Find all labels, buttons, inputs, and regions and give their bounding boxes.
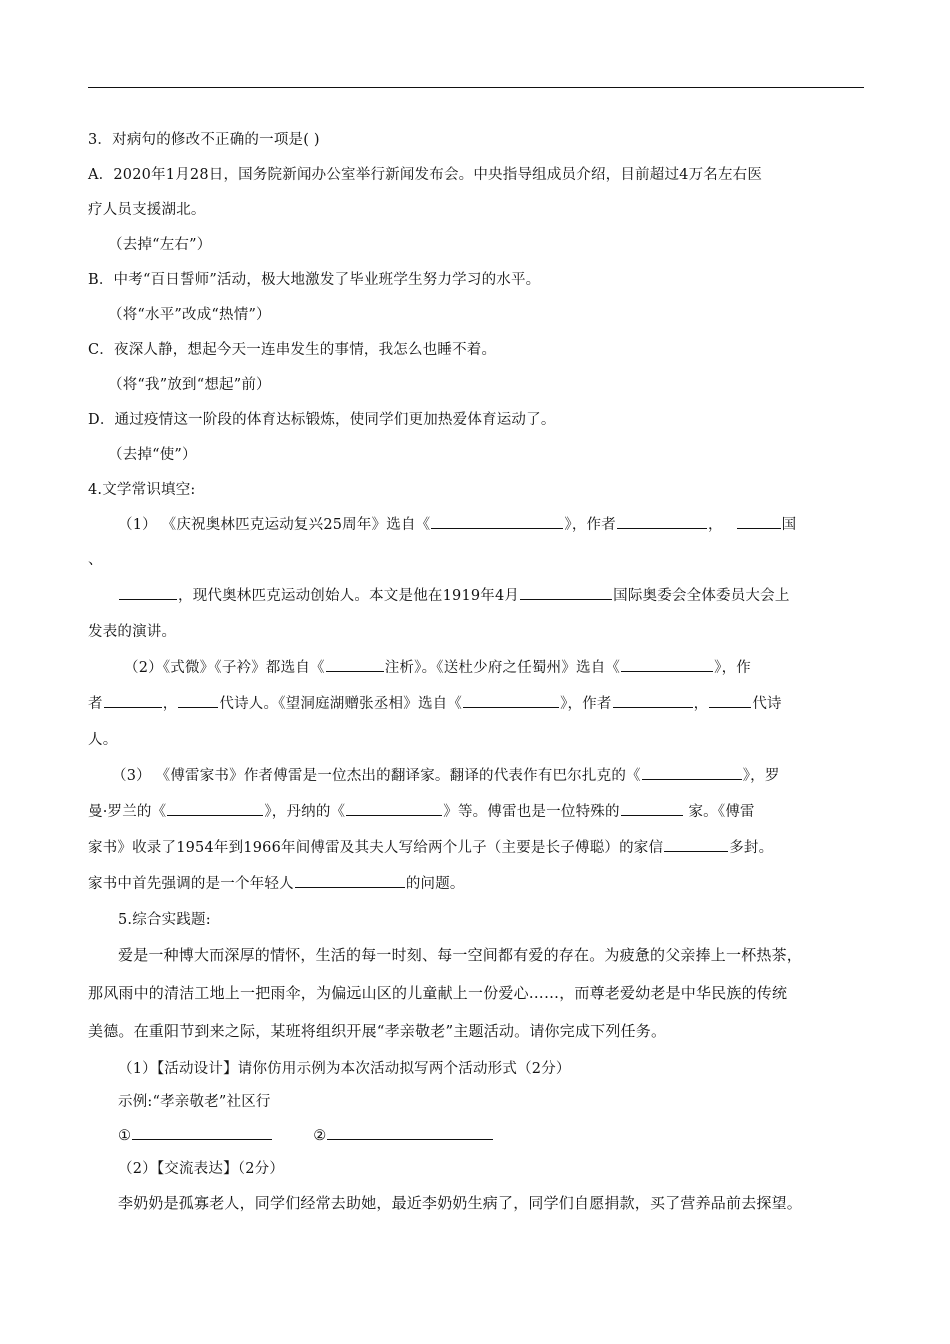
q3-option-a-line2: 疗人员支援湖北。	[88, 202, 206, 218]
q4-part1-line3: 发表的演讲。	[88, 624, 177, 640]
answer-blank[interactable]	[431, 513, 563, 529]
answer-blank[interactable]	[709, 692, 751, 708]
answer-blank[interactable]	[119, 584, 177, 600]
answer-marker-2: ②	[313, 1128, 327, 1144]
answer-blank[interactable]	[613, 692, 693, 708]
header-rule	[88, 87, 864, 88]
answer-blank[interactable]	[346, 800, 442, 816]
q3-option-a-fix: （去掉“左右”）	[108, 237, 212, 253]
answer-blank[interactable]	[463, 692, 559, 708]
q4-part3-line2: 曼·罗兰的《 》，丹纳的《 》等。傅雷也是一位特殊的 家。《傅雷	[88, 800, 755, 821]
answer-blank[interactable]	[621, 800, 683, 816]
q3-option-b: B．中考“百日誓师”活动，极大地激发了毕业班学生努力学习的水平。	[88, 272, 541, 288]
answer-blank[interactable]	[326, 656, 384, 672]
answer-blank[interactable]	[295, 872, 405, 888]
q3-option-b-fix: （将“水平”改成“热情”）	[108, 307, 271, 323]
q4-part3-line4: 家书中首先强调的是一个年轻人 的问题。	[88, 872, 465, 893]
q5-paragraph-line1: 爱是一种博大而深厚的情怀，生活的每一时刻、每一空间都有爱的存在。为疲惫的父亲捧上一杯热茶，	[118, 946, 803, 964]
q3-title: 3．对病句的修改不正确的一项是( )	[88, 132, 320, 148]
q4-title: 4.文学常识填空:	[88, 482, 196, 498]
q5-example: 示例:“孝亲敬老”社区行	[118, 1094, 271, 1110]
answer-blank[interactable]	[642, 764, 742, 780]
answer-blank[interactable]	[167, 800, 263, 816]
answer-blank[interactable]	[104, 692, 162, 708]
answer-blank[interactable]	[520, 584, 612, 600]
answer-blank[interactable]	[664, 836, 728, 852]
q4-part3-line3: 家书》收录了1954年到1966年间傅雷及其夫人写给两个儿子（主要是长子傅聪）的家信 多封。	[88, 836, 773, 857]
q3-option-d-fix: （去掉“使”）	[108, 447, 197, 463]
answer-blank[interactable]	[737, 513, 781, 529]
q5-paragraph-line2: 那风雨中的清洁工地上一把雨伞，为偏远山区的儿童献上一份爱心……，而尊老爱幼老是中华民族的传统	[88, 984, 788, 1002]
answer-marker-1: ①	[118, 1128, 132, 1144]
q5-task1: （1）【活动设计】请你仿用示例为本次活动拟写两个活动形式（2分）	[118, 1061, 571, 1077]
q4-part2-line1: （2）《式微》《子衿》都选自《 注析》。《送杜少府之任蜀州》选自《 》，作	[124, 656, 751, 677]
q4-part1-line2: ，现代奥林匹克运动创始人。本文是他在1919年4月 国际奥委会全体委员大会上	[118, 584, 790, 605]
answer-blank[interactable]	[327, 1124, 493, 1140]
answer-blank[interactable]	[178, 692, 218, 708]
q5-paragraph-line4: 李奶奶是孤寡老人，同学们经常去助她，最近李奶奶生病了，同学们自愿捐款，买了营养品前去探望。	[118, 1194, 803, 1212]
q4-part3-line1: （3） 《傅雷家书》作者傅雷是一位杰出的翻译家。翻译的代表作有巴尔扎克的《 》，罗	[112, 764, 780, 785]
q4-part2-line3: 人。	[88, 732, 118, 748]
q4-part2-line2: 者 ， 代诗人。《望洞庭湖赠张丞相》选自《 》，作者 ， 代诗	[88, 692, 782, 713]
answer-blank[interactable]	[132, 1124, 272, 1140]
q4-part1-wrap: 、	[88, 552, 103, 568]
q3-option-a-line1: A．2020年1月28日，国务院新闻办公室举行新闻发布会。中央指导组成员介绍，目前超过4万名左右医	[88, 167, 763, 183]
q4-part1-line1: （1） 《庆祝奥林匹克运动复兴25周年》选自《 》，作者 ， 国	[118, 513, 796, 534]
q5-title: 5.综合实践题:	[118, 912, 211, 928]
q3-option-c-fix: （将“我”放到“想起”前）	[108, 377, 271, 393]
q5-task2: （2）【交流表达】（2分）	[118, 1161, 285, 1177]
q5-paragraph-line3: 美德。在重阳节到来之际，某班将组织开展“孝亲敬老”主题活动。请你完成下列任务。	[88, 1022, 667, 1040]
q3-option-c: C．夜深人静，想起今天一连串发生的事情，我怎么也睡不着。	[88, 342, 497, 358]
answer-blank[interactable]	[617, 513, 707, 529]
answer-blank[interactable]	[621, 656, 713, 672]
q3-option-d: D．通过疫情这一阶段的体育达标锻炼，使同学们更加热爱体育运动了。	[88, 412, 556, 428]
q5-answer-row	[118, 1124, 494, 1144]
